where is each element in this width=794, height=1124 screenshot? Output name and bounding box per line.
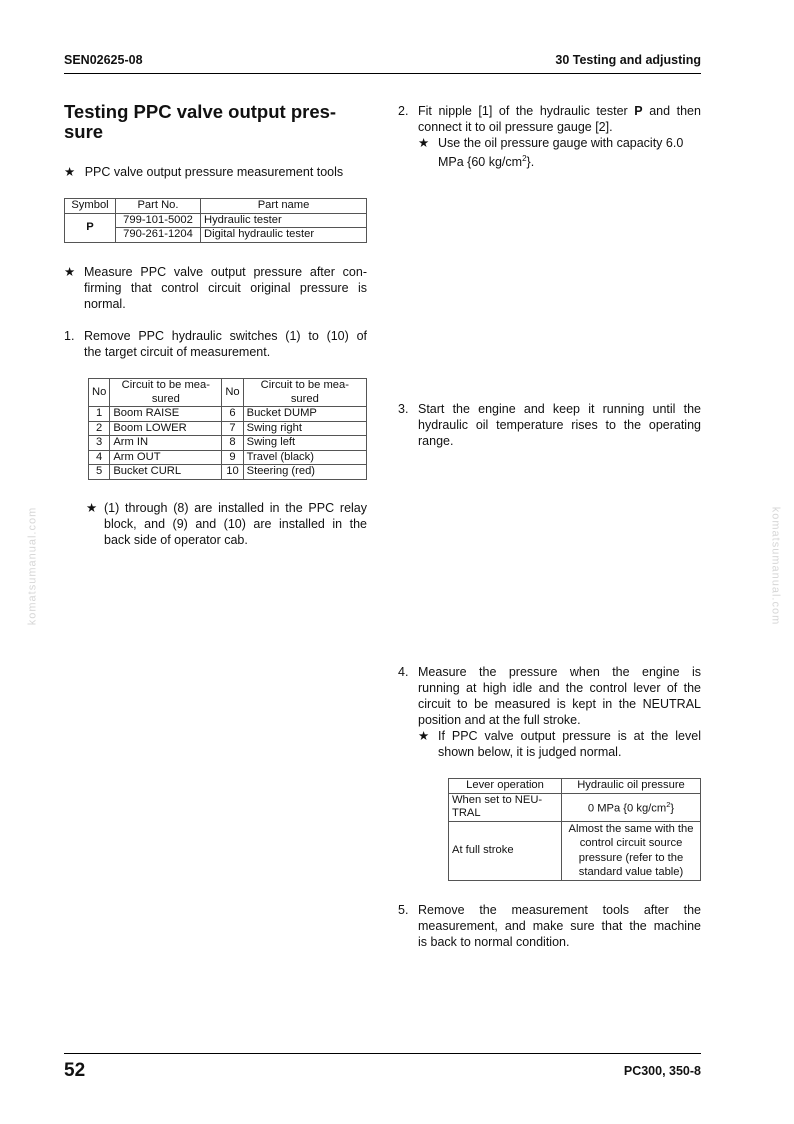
star-icon: ★ bbox=[64, 165, 76, 179]
cell-line: TRAL bbox=[452, 807, 481, 819]
step-line: range. bbox=[418, 434, 454, 448]
tools-table bbox=[64, 198, 367, 243]
th-circuit-line: Circuit to be mea- bbox=[260, 379, 349, 391]
th-circuit-line: Circuit to be mea- bbox=[121, 379, 210, 391]
gauge-text: MPa {60 kg/cm bbox=[438, 155, 523, 170]
cell-circuit: Bucket DUMP bbox=[243, 407, 366, 422]
table-row bbox=[449, 793, 701, 821]
section-title: 30 Testing and adjusting bbox=[555, 53, 701, 67]
th-part-no: Part No. bbox=[116, 199, 201, 214]
step-number: 3. bbox=[398, 402, 409, 416]
step-line: Start the engine and keep it running until the bbox=[418, 402, 701, 416]
cell-circuit: Swing left bbox=[243, 436, 366, 451]
step-line: position and at the full stroke. bbox=[418, 713, 581, 727]
star-icon: ★ bbox=[64, 265, 76, 279]
level-line: shown below, it is judged normal. bbox=[438, 745, 622, 759]
cell-lever: At full stroke bbox=[449, 821, 562, 880]
tool-part-name: Hydraulic tester bbox=[201, 213, 367, 228]
tool-part-no: 790-261-1204 bbox=[116, 228, 201, 243]
page-title bbox=[64, 102, 364, 142]
tester-symbol: P bbox=[634, 104, 643, 118]
th-circuit bbox=[110, 379, 222, 407]
step-line bbox=[418, 103, 701, 119]
cell-line: When set to NEU- bbox=[452, 793, 543, 806]
cell-no: 9 bbox=[222, 450, 243, 465]
gauge-note bbox=[418, 135, 701, 170]
step-text: and then bbox=[649, 104, 701, 118]
cell-pressure bbox=[562, 821, 701, 880]
th-circuit bbox=[243, 379, 366, 407]
tools-note-text: PPC valve output pressure measurement tools bbox=[84, 165, 344, 179]
th-part-name: Part name bbox=[201, 199, 367, 214]
cell-no: 7 bbox=[222, 421, 243, 436]
step-line: Measure the pressure when the engine is bbox=[418, 665, 701, 679]
page-title-line1: Testing PPC valve output pres- bbox=[64, 101, 337, 122]
circuit-table bbox=[88, 378, 367, 480]
superscript: 2 bbox=[666, 799, 671, 809]
relay-note bbox=[86, 500, 367, 548]
footer-rule bbox=[64, 1053, 701, 1054]
step-line: connect it to oil pressure gauge [2]. bbox=[418, 120, 613, 134]
cell-circuit: Boom LOWER bbox=[110, 421, 222, 436]
th-symbol: Symbol bbox=[65, 199, 116, 214]
cell-no: 5 bbox=[89, 465, 110, 480]
step-1 bbox=[64, 328, 367, 360]
cell-text: } bbox=[670, 802, 675, 815]
cell-line: standard value table) bbox=[578, 866, 684, 878]
watermark-right: komatsumanual.com bbox=[769, 506, 782, 626]
table-row bbox=[89, 465, 367, 480]
cell-text: 0 MPa {0 kg/cm bbox=[587, 802, 667, 815]
gauge-text: }. bbox=[526, 155, 535, 170]
step-line: Remove the measurement tools after the bbox=[418, 903, 701, 917]
cell-no: 4 bbox=[89, 450, 110, 465]
step-number: 2. bbox=[398, 104, 409, 118]
relay-line: block, and (9) and (10) are installed in the bbox=[104, 517, 367, 531]
step-line: hydraulic oil temperature rises to the operating bbox=[418, 418, 701, 432]
cell-pressure bbox=[562, 793, 701, 821]
tool-symbol: P bbox=[65, 213, 116, 242]
cell-line: pressure (refer to the bbox=[578, 851, 684, 864]
cell-circuit: Travel (black) bbox=[243, 450, 366, 465]
relay-line: (1) through (8) are installed in the PPC relay bbox=[104, 501, 367, 515]
table-row bbox=[89, 436, 367, 451]
measure-line: normal. bbox=[84, 297, 126, 311]
th-no: No bbox=[222, 379, 243, 407]
step-number: 4. bbox=[398, 665, 409, 679]
cell-circuit: Bucket CURL bbox=[110, 465, 222, 480]
step-line: is back to normal condition. bbox=[418, 935, 570, 949]
step-4 bbox=[398, 664, 701, 760]
cell-circuit: Steering (red) bbox=[243, 465, 366, 480]
doc-code: SEN02625-08 bbox=[64, 53, 143, 67]
relay-line: back side of operator cab. bbox=[104, 533, 248, 547]
cell-line: Almost the same with the bbox=[568, 822, 694, 835]
th-lever: Lever operation bbox=[449, 779, 562, 794]
cell-lever bbox=[449, 793, 562, 821]
th-circuit-line: sured bbox=[151, 392, 180, 405]
star-icon: ★ bbox=[86, 501, 98, 515]
step-line: running at high idle and the control lever of the bbox=[418, 681, 701, 695]
cell-circuit: Boom RAISE bbox=[110, 407, 222, 422]
measure-line: Measure PPC valve output pressure after con- bbox=[84, 265, 367, 279]
step-3 bbox=[398, 401, 701, 449]
step-line: circuit to be measured is kept in the NEUTRAL bbox=[418, 697, 701, 711]
cell-no: 3 bbox=[89, 436, 110, 451]
step-line: measurement, and make sure that the machine bbox=[418, 919, 701, 933]
gauge-line: Use the oil pressure gauge with capacity 6.0 bbox=[438, 136, 684, 150]
step-5 bbox=[398, 902, 701, 950]
table-row bbox=[449, 821, 701, 880]
page-number: 52 bbox=[64, 1060, 86, 1081]
table-row bbox=[89, 421, 367, 436]
step-number: 1. bbox=[64, 329, 75, 343]
step-line: the target circuit of measurement. bbox=[84, 345, 271, 359]
cell-no: 2 bbox=[89, 421, 110, 436]
cell-circuit: Swing right bbox=[243, 421, 366, 436]
table-row bbox=[89, 450, 367, 465]
watermark-left: komatsumanual.com bbox=[26, 506, 39, 626]
star-icon: ★ bbox=[418, 729, 430, 743]
gauge-line bbox=[438, 151, 701, 170]
level-note bbox=[418, 728, 701, 760]
header-rule bbox=[64, 73, 701, 74]
th-no: No bbox=[89, 379, 110, 407]
cell-circuit: Arm IN bbox=[110, 436, 222, 451]
th-circuit-line: sured bbox=[290, 392, 319, 405]
tool-part-no: 799-101-5002 bbox=[116, 213, 201, 228]
tool-part-name: Digital hydraulic tester bbox=[201, 228, 367, 243]
measure-line: firming that control circuit original pressure is bbox=[84, 281, 367, 295]
model-name: PC300, 350-8 bbox=[623, 1064, 701, 1078]
level-line: If PPC valve output pressure is at the level bbox=[438, 729, 701, 743]
superscript: 2 bbox=[522, 154, 527, 163]
step-text: Fit nipple [1] of the hydraulic tester bbox=[418, 104, 628, 118]
step-line: Remove PPC hydraulic switches (1) to (10) of bbox=[84, 329, 367, 343]
cell-no: 1 bbox=[89, 407, 110, 422]
step-number: 5. bbox=[398, 903, 409, 917]
th-pressure: Hydraulic oil pressure bbox=[562, 779, 701, 794]
cell-circuit: Arm OUT bbox=[110, 450, 222, 465]
cell-no: 8 bbox=[222, 436, 243, 451]
table-row bbox=[89, 407, 367, 422]
step-2 bbox=[398, 103, 701, 170]
cell-no: 6 bbox=[222, 407, 243, 422]
cell-no: 10 bbox=[222, 465, 243, 480]
page-title-line2: sure bbox=[64, 121, 104, 142]
measure-note bbox=[64, 264, 367, 312]
tools-note bbox=[64, 164, 343, 180]
star-icon: ★ bbox=[418, 136, 430, 150]
pressure-table bbox=[448, 778, 701, 881]
cell-line: control circuit source bbox=[579, 837, 683, 849]
